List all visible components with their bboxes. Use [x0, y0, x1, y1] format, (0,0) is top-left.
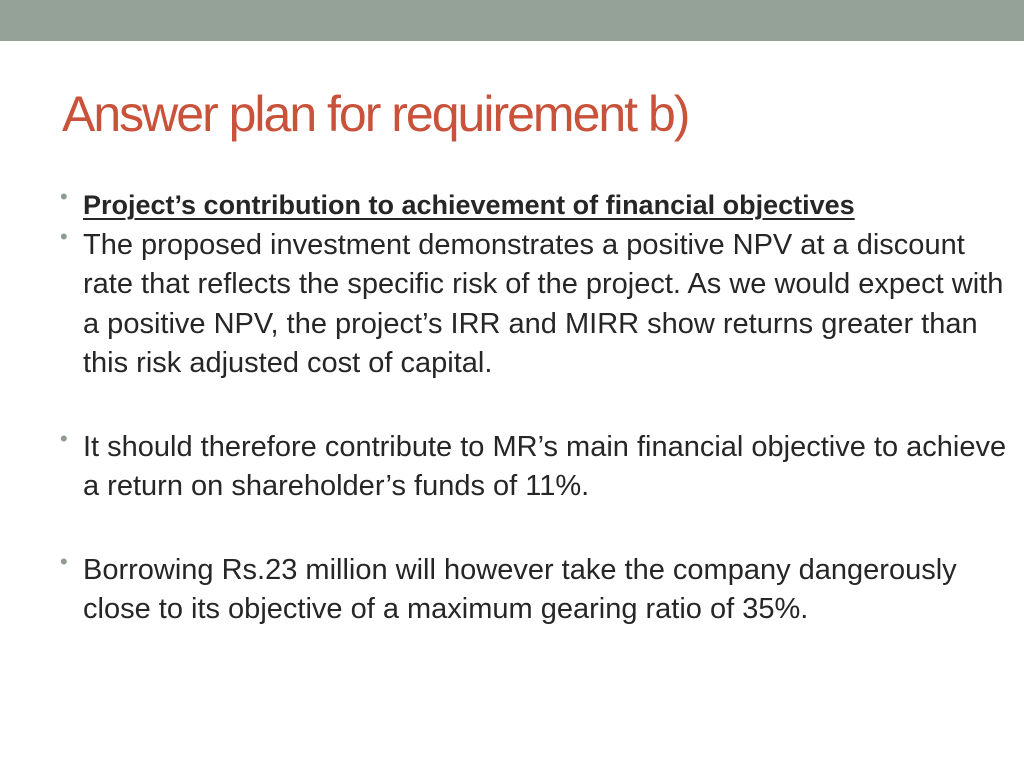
bullet-item-borrowing [60, 548, 1010, 630]
bullet-list [60, 186, 1010, 630]
bullet-item-heading [60, 186, 1010, 226]
slide-title: Answer plan for requirement b) [62, 86, 689, 142]
bullet-dot-icon: • [60, 184, 68, 209]
bullet-dot-icon: • [60, 425, 68, 451]
bullet-item-objective [60, 425, 1010, 507]
bullet-item-npv [60, 223, 1010, 384]
top-accent-band [0, 0, 1024, 41]
bullet-objective-text: It should therefore contribute to MR’s main financial objective to achieve a return on shareholder’s funds of 11%. [83, 430, 1007, 502]
bullet-dot-icon: • [60, 223, 68, 249]
bullet-borrowing-text: Borrowing Rs.23 million will however take the company dangerously close to its objective of a maximum gearing ratio of 35%. [83, 553, 957, 625]
bullet-heading-text: Project’s contribution to achievement of financial objectives [83, 190, 855, 220]
bullet-npv-text: The proposed investment demonstrates a positive NPV at a discount rate that reflects the specific risk of the project. As we would expect with a positive NPV, the project’s IRR and MIRR show returns greater than this risk adjusted cost of capital. [83, 228, 1004, 379]
bullet-dot-icon: • [60, 548, 68, 574]
